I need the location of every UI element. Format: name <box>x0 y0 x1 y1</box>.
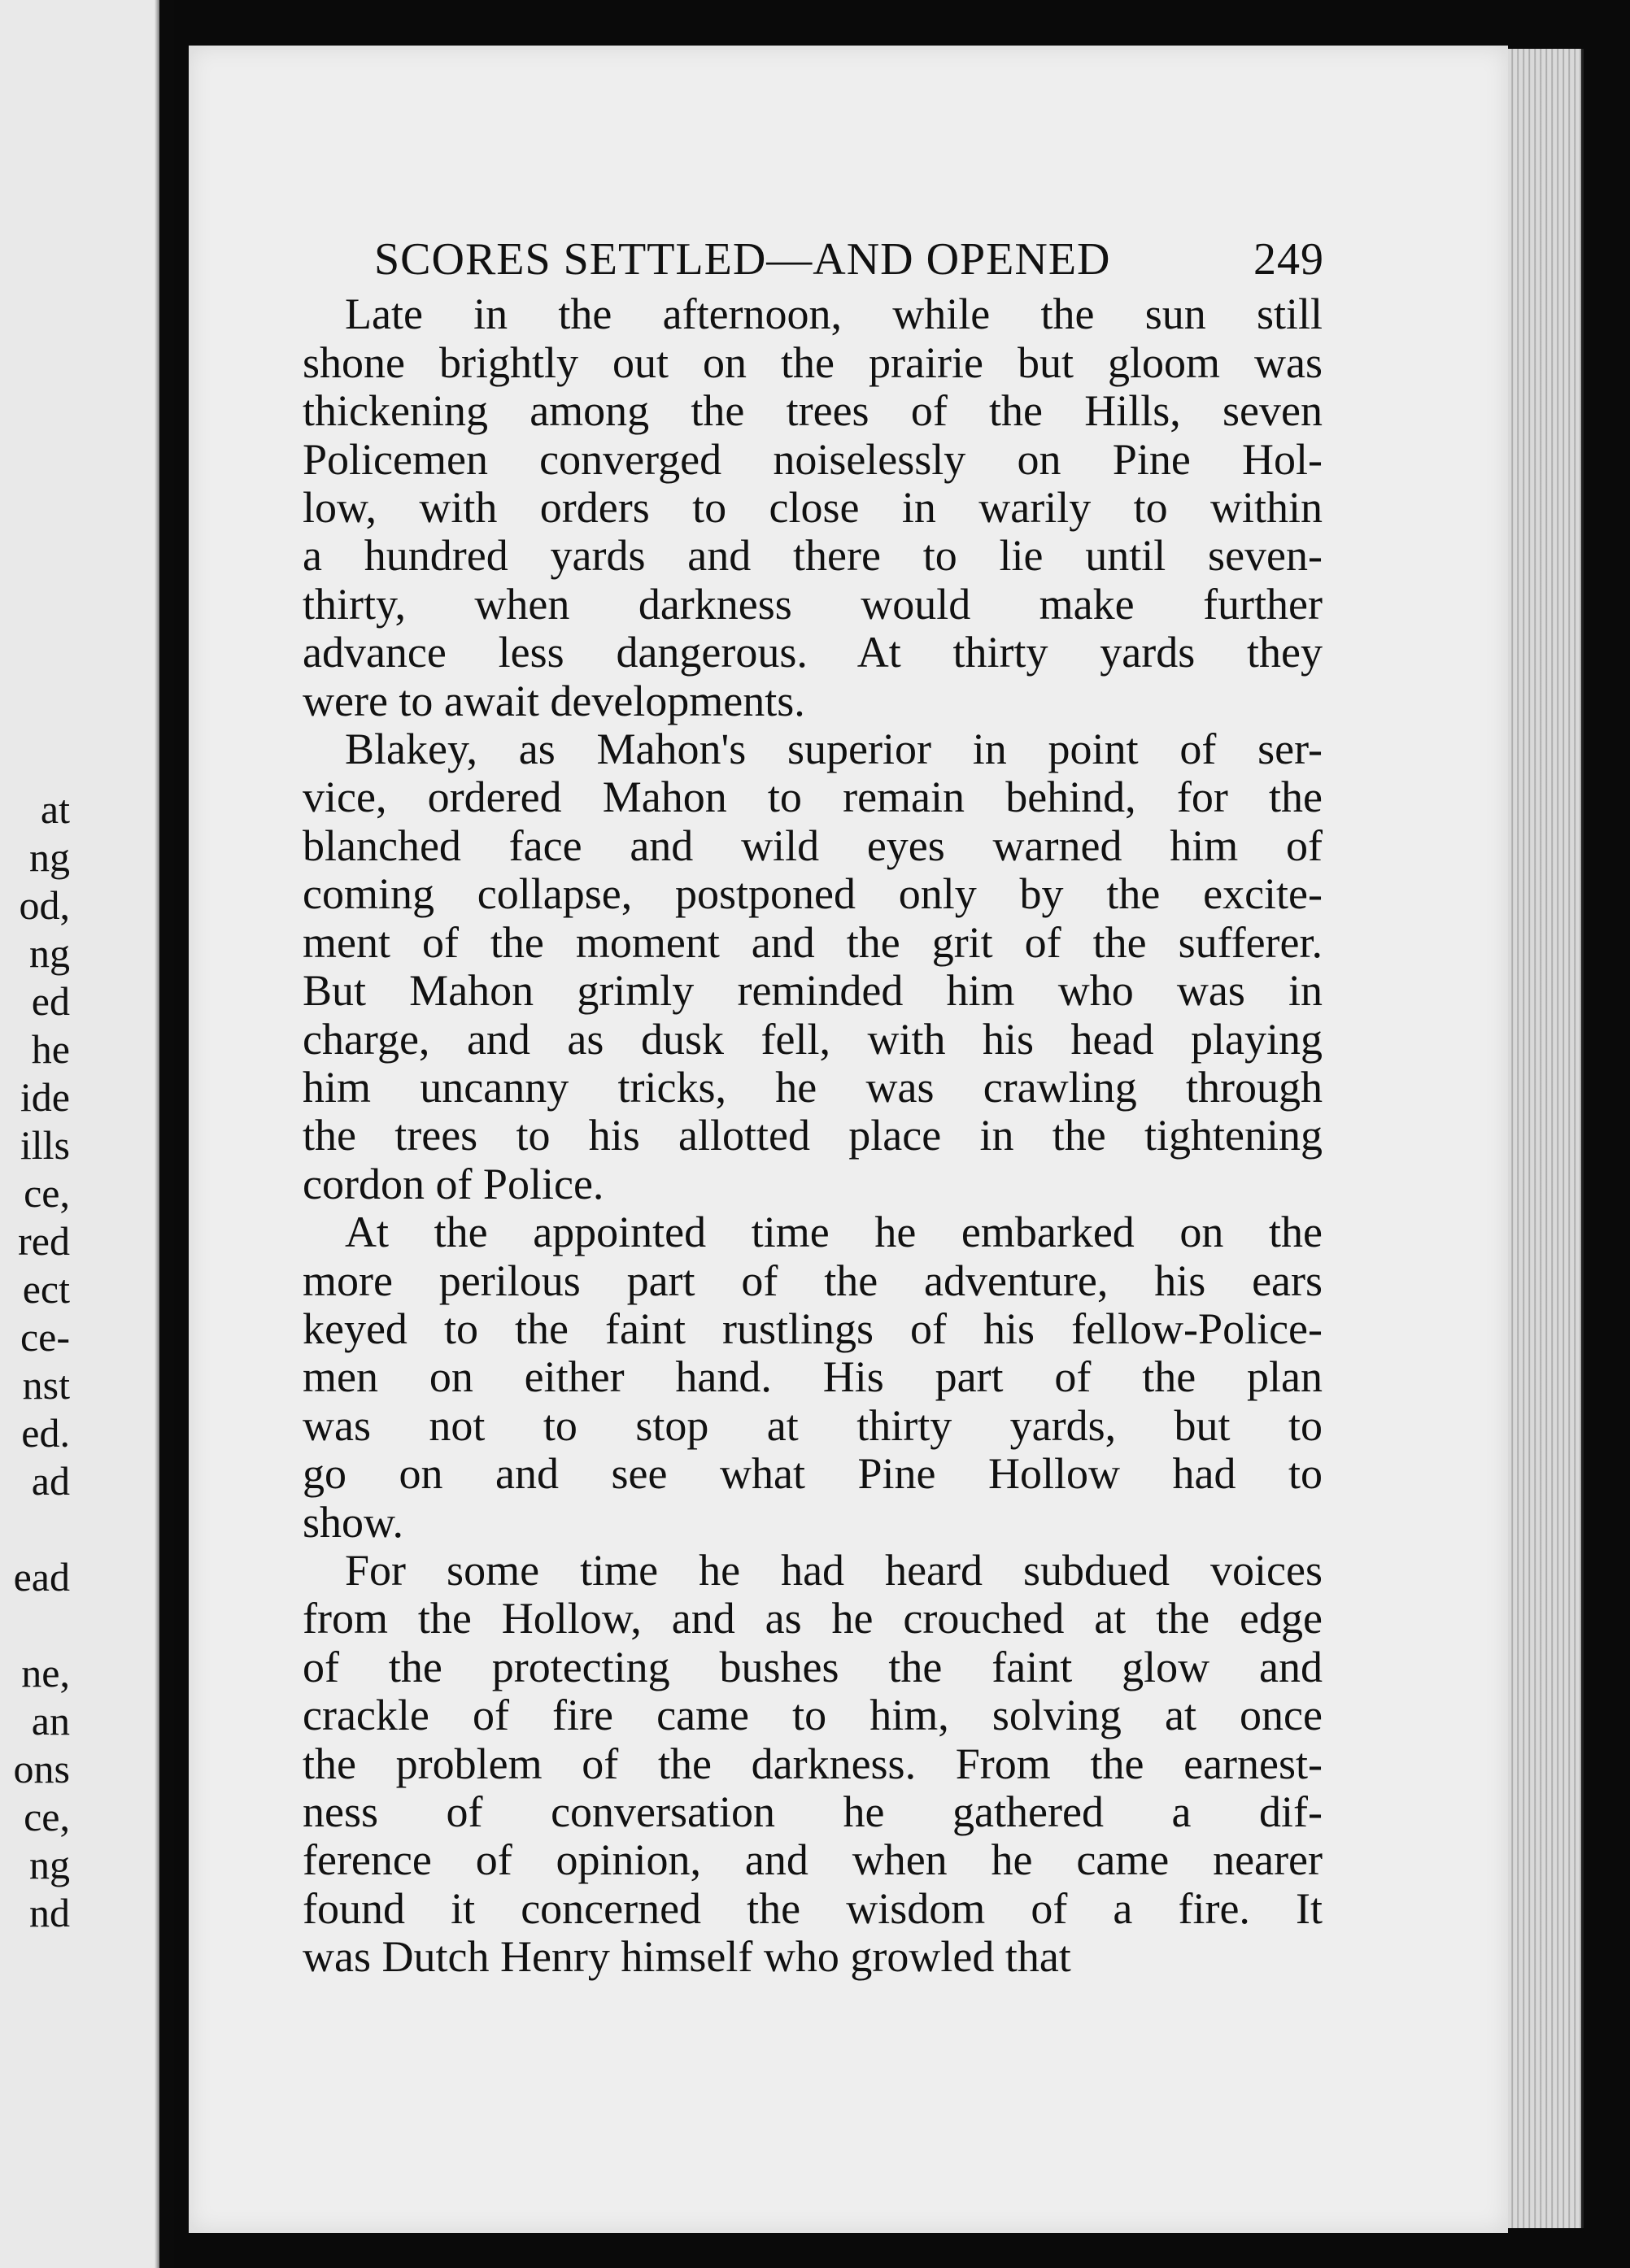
text-line: Late in the afternoon, while the sun still <box>345 289 1323 339</box>
left-fragment: ead <box>13 1554 70 1600</box>
text-line: cordon of Police. <box>303 1159 604 1208</box>
text-line: thickening among the trees of the Hills, seven <box>303 386 1323 436</box>
text-line: of the protecting bushes the faint glow and <box>303 1642 1323 1691</box>
text-line: For some time he had heard subdued voices <box>345 1545 1323 1595</box>
left-fragment: ne, <box>21 1650 70 1696</box>
page-edges <box>1508 49 1584 2228</box>
paragraph <box>303 1208 1323 1547</box>
text-line: Blakey, as Mahon's superior in point of ser- <box>345 725 1323 774</box>
text-line: the problem of the darkness. From the earnest- <box>303 1739 1323 1788</box>
left-fragment: ce, <box>24 1170 70 1216</box>
text-line: was not to stop at thirty yards, but to <box>303 1400 1323 1450</box>
left-fragment: he <box>31 1026 70 1072</box>
text-line: thirty, when darkness would make further <box>303 579 1323 629</box>
left-page-text-fragments <box>0 786 159 1937</box>
left-fragment: ad <box>31 1458 70 1504</box>
left-fragment <box>0 1601 159 1649</box>
paragraph <box>303 725 1323 1208</box>
running-title: SCORES SETTLED—AND OPENED <box>374 234 1111 285</box>
left-fragment: ed <box>31 978 70 1024</box>
text-line: were to await developments. <box>303 676 805 725</box>
text-line: ment of the moment and the grit of the sufferer. <box>303 917 1323 967</box>
left-fragment: at <box>40 786 70 832</box>
page-text <box>303 236 1323 1982</box>
text-line: show. <box>303 1497 404 1547</box>
left-fragment: ons <box>13 1746 70 1791</box>
text-line: charge, and as dusk fell, with his head playing <box>303 1014 1323 1064</box>
text-line: At the appointed time he embarked on the <box>345 1208 1323 1257</box>
text-line: found it concerned the wisdom of a fire. It <box>303 1883 1323 1933</box>
text-line: keyed to the faint rustlings of his fellow-Police- <box>303 1304 1323 1353</box>
left-fragment <box>0 1505 159 1553</box>
left-fragment: ect <box>22 1266 70 1312</box>
body-paragraphs <box>303 290 1323 1981</box>
text-line: blanched face and wild eyes warned him of <box>303 821 1323 870</box>
text-line: the trees to his allotted place in the tightening <box>303 1111 1323 1160</box>
running-header <box>374 236 1324 284</box>
text-line: Policemen converged noiselessly on Pine Hol- <box>303 434 1323 484</box>
left-fragment: od, <box>19 882 70 928</box>
book-gutter <box>159 0 174 2268</box>
page-number: 249 <box>1253 234 1324 285</box>
text-line: crackle of fire came to him, solving at once <box>303 1691 1323 1740</box>
left-fragment: ide <box>20 1074 70 1120</box>
text-line: vice, ordered Mahon to remain behind, for the <box>303 773 1323 822</box>
text-line: ness of conversation he gathered a dif- <box>303 1787 1323 1836</box>
left-fragment: nst <box>22 1362 70 1408</box>
text-line: ference of opinion, and when he came nearer <box>303 1835 1323 1885</box>
left-fragment: ills <box>20 1122 70 1168</box>
left-fragment: ce- <box>20 1314 70 1360</box>
text-line: more perilous part of the adventure, his ears <box>303 1256 1323 1305</box>
left-page <box>0 0 159 2268</box>
text-line: coming collapse, postponed only by the excite- <box>303 869 1323 919</box>
text-line: shone brightly out on the prairie but gloom was <box>303 337 1323 387</box>
text-line: a hundred yards and there to lie until seven- <box>303 531 1323 581</box>
left-fragment: ed. <box>21 1410 70 1456</box>
text-line: was Dutch Henry himself who growled that <box>303 1932 1071 1982</box>
left-fragment: ng <box>29 1842 70 1887</box>
left-fragment: nd <box>29 1890 70 1935</box>
text-line: But Mahon grimly reminded him who was in <box>303 966 1323 1016</box>
left-fragment: an <box>31 1698 70 1743</box>
left-fragment: red <box>18 1218 70 1264</box>
text-line: low, with orders to close in warily to within <box>303 483 1323 533</box>
text-line: him uncanny tricks, he was crawling through <box>303 1062 1323 1112</box>
paragraph <box>303 290 1323 725</box>
text-line: advance less dangerous. At thirty yards they <box>303 628 1323 677</box>
text-line: from the Hollow, and as he crouched at the edge <box>303 1594 1323 1643</box>
left-fragment: ce, <box>24 1794 70 1839</box>
text-line: men on either hand. His part of the plan <box>303 1352 1323 1402</box>
text-line: go on and see what Pine Hollow had to <box>303 1449 1323 1499</box>
left-fragment: ng <box>29 930 70 976</box>
left-fragment: ng <box>29 834 70 880</box>
paragraph <box>303 1547 1323 1982</box>
